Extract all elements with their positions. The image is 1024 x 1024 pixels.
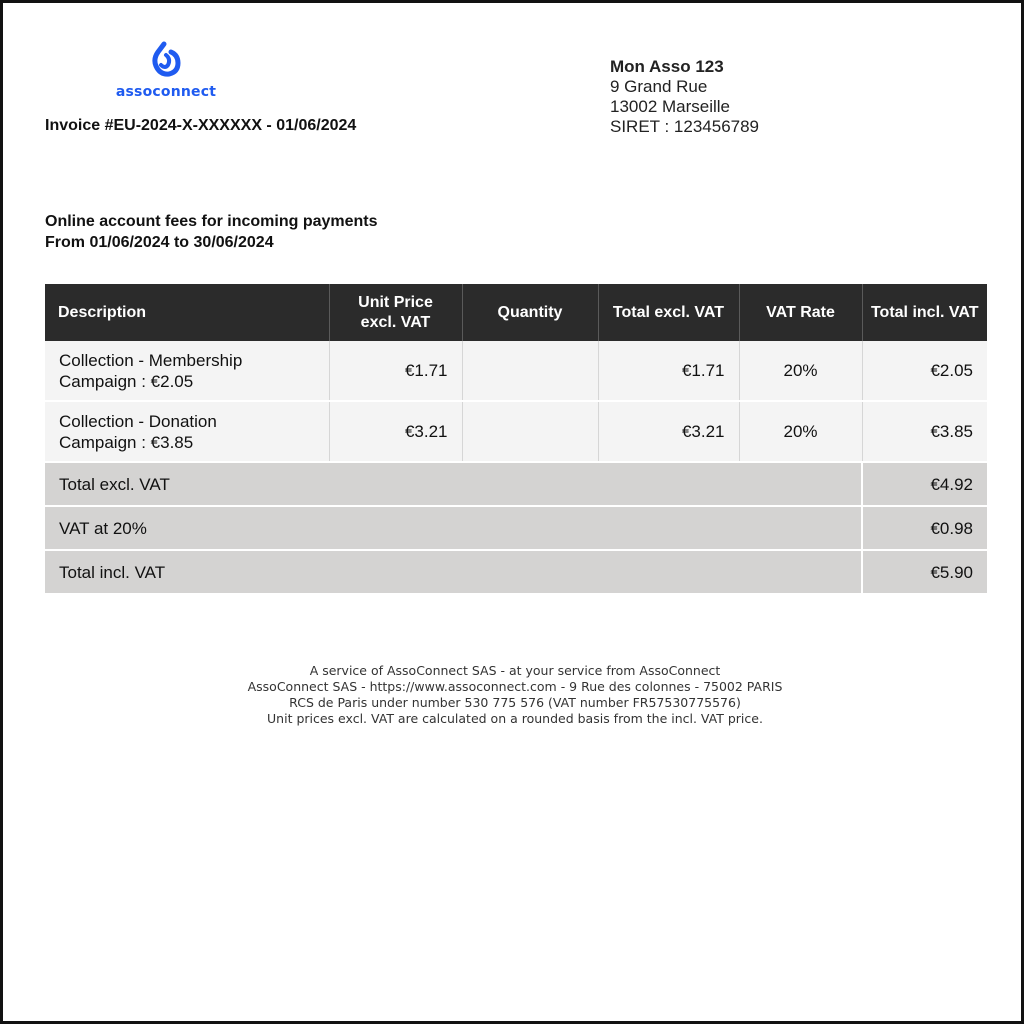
header-unit-price-line2: excl. VAT [360,313,431,331]
row-total-incl-vat: €2.05 [862,341,987,401]
row-total-excl-vat: €3.21 [598,401,739,462]
fees-title: Online account fees for incoming payments [45,213,378,230]
invoice-table [45,284,987,595]
row-description [45,401,329,462]
row-quantity [462,341,598,401]
brand-name: assoconnect [115,84,217,100]
header-total-excl-vat: Total excl. VAT [598,284,739,341]
brand-logo [111,41,221,103]
row-total-excl-vat: €1.71 [598,341,739,401]
total-excl-vat-label: Total excl. VAT [45,462,862,506]
organization-address [610,57,759,137]
row-description [45,341,329,401]
assoconnect-logo-icon [149,41,183,81]
vat-amount-label: VAT at 20% [45,506,862,550]
footer [3,663,1024,727]
address-line-2: 13002 Marseille [610,97,731,116]
header-total-incl-vat: Total incl. VAT [862,284,987,341]
vat-amount-row [45,506,987,550]
footer-line-2: AssoConnect SAS - https://www.assoconnect.com - 9 Rue des colonnes - 75002 PARIS [247,679,783,694]
table-header-row [45,284,987,341]
table-row [45,341,987,401]
row-description-line2: Campaign : €3.85 [59,432,194,452]
total-excl-vat-value: €4.92 [862,462,987,506]
row-description-line2: Campaign : €2.05 [59,371,194,391]
header-description: Description [45,284,329,341]
row-vat-rate: 20% [739,401,862,462]
row-description-line1: Collection - Membership [59,350,243,370]
table-row [45,401,987,462]
footer-line-1: A service of AssoConnect SAS - at your service from AssoConnect [309,663,721,678]
header-unit-price [329,284,462,341]
header-unit-price-line1: Unit Price [358,293,433,311]
row-quantity [462,401,598,462]
total-incl-vat-label: Total incl. VAT [45,550,862,594]
footer-line-3: RCS de Paris under number 530 775 576 (VAT number FR57530775576) [289,695,741,710]
row-unit-price: €1.71 [329,341,462,401]
total-incl-vat-row [45,550,987,594]
header-vat-rate: VAT Rate [739,284,862,341]
invoice-title: Invoice #EU-2024-X-XXXXXX - 01/06/2024 [45,117,357,134]
header-quantity: Quantity [462,284,598,341]
row-vat-rate: 20% [739,341,862,401]
organization-name: Mon Asso 123 [610,57,724,76]
row-unit-price: €3.21 [329,401,462,462]
address-line-1: 9 Grand Rue [610,77,708,96]
vat-amount-value: €0.98 [862,506,987,550]
fees-description [45,211,378,253]
fees-period: From 01/06/2024 to 30/06/2024 [45,234,274,251]
row-description-line1: Collection - Donation [59,411,217,431]
total-incl-vat-value: €5.90 [862,550,987,594]
row-total-incl-vat: €3.85 [862,401,987,462]
siret-number: SIRET : 123456789 [610,117,760,136]
total-excl-vat-row [45,462,987,506]
footer-line-4: Unit prices excl. VAT are calculated on a rounded basis from the incl. VAT price. [267,711,763,726]
